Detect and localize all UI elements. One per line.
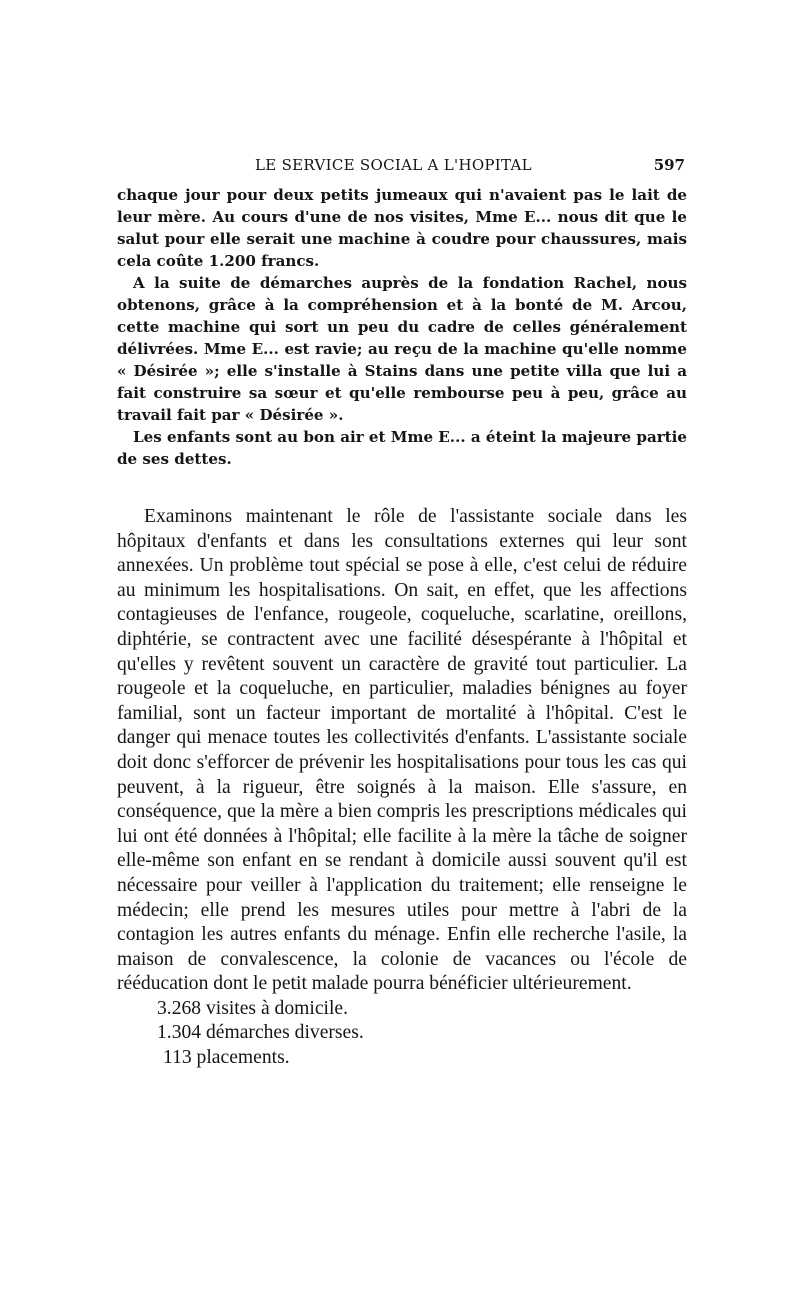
page-number: 597 bbox=[653, 156, 685, 174]
small-paragraph-2: A la suite de démarches auprès de la fondation Rachel, nous obtenons, grâce à la compréhension et à la bonté de M. Arcou, cette machine qui sort un peu du cadre de celles généralement délivrées. Mme E... est ravie; au reçu de la machine qu'elle nomme « Désirée »; elle s'installe à Stains dans une petite villa que lui a fait construire sa sœur et qu'elle rembourse peu à peu, grâce au travail fait par « Désirée ». bbox=[117, 274, 687, 424]
statistics-list bbox=[117, 997, 687, 1071]
stat-placements: 113 placements. bbox=[163, 1047, 290, 1069]
stat-various-steps: 1.304 démarches diverses. bbox=[157, 1022, 364, 1044]
small-print-section bbox=[117, 184, 687, 470]
main-paragraph: Examinons maintenant le rôle de l'assistante sociale dans les hôpitaux d'enfants et dans les consultations externes qui leur sont annexées. Un problème tout spécial se pose à elle, c'est celui de réduire au minimum les hospitalisations. On sait, en effet, que les affections contagieuses de l'enfance, rougeole, coqueluche, scarlatine, oreillons, diphtérie, se contractent avec une facilité désespérante à l'hôpital et qu'elles y revêtent souvent un caractère de gravité tout particulier. La rougeole et la coqueluche, en particulier, maladies bénignes au foyer familial, sont un facteur important de mortalité à l'hôpital. C'est le danger qui menace toutes les collectivités d'enfants. L'assistante sociale doit donc s'efforcer de prévenir les hospitalisations pour tous les cas qui peuvent, à la rigueur, être soignés à la maison. Elle s'assure, en conséquence, que la mère a bien compris les prescriptions médicales qui lui ont été données à l'hôpital; elle facilite à la mère la tâche de soigner elle-même son enfant en se rendant à domicile aussi souvent qu'il est nécessaire pour veiller à l'application du traitement; elle renseigne le médecin; elle prend les mesures utiles pour mettre à l'abri de la contagion les autres enfants du ménage. Enfin elle recherche l'asile, la maison de convalescence, la colonie de vacances ou l'école de rééducation dont le petit malade pourra bénéficier ultérieurement. bbox=[117, 506, 687, 995]
stat-home-visits: 3.268 visites à domicile. bbox=[157, 997, 349, 1019]
small-paragraph-1: chaque jour pour deux petits jumeaux qui n'avaient pas le lait de leur mère. Au cours d'une de nos visites, Mme E... nous dit que le salut pour elle serait une machine à coudre pour chaussures, mais cela coûte 1.200 francs. bbox=[117, 186, 687, 270]
main-text-section bbox=[117, 505, 687, 1071]
running-title: LE SERVICE SOCIAL A L'HOPITAL bbox=[255, 156, 532, 174]
page-header bbox=[117, 156, 687, 180]
small-paragraph-3: Les enfants sont au bon air et Mme E... a éteint la majeure partie de ses dettes. bbox=[117, 428, 687, 468]
